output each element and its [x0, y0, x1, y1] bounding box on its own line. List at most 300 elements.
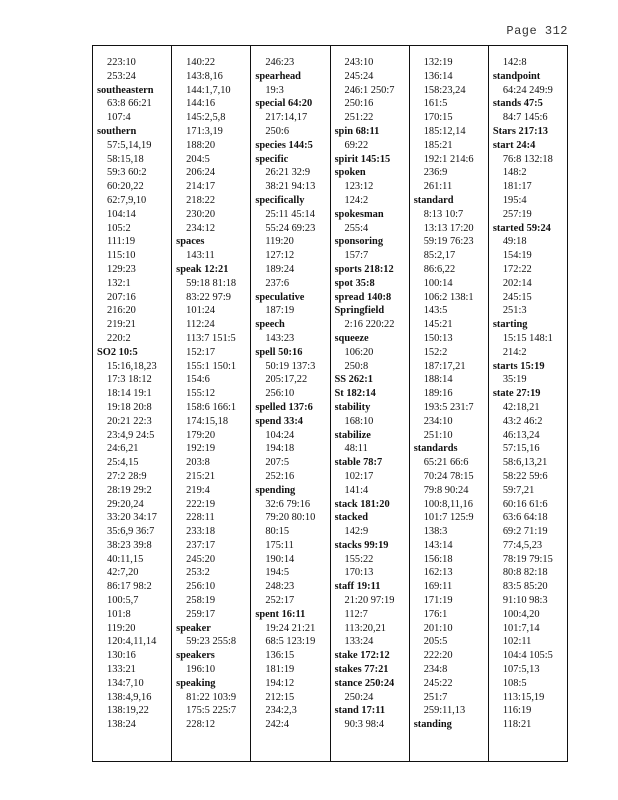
- page-reference: 172:22: [502, 263, 532, 275]
- page-reference: 214:2: [502, 346, 527, 358]
- page-reference: 64:24 249:9: [502, 84, 553, 96]
- index-column-2: [172, 46, 251, 761]
- page-reference: 189:24: [265, 263, 295, 275]
- page-reference: 124:2: [344, 194, 369, 206]
- page-reference: 242:4: [265, 719, 290, 731]
- page-reference: 100:8,11,16: [423, 498, 473, 510]
- index-term: speech: [255, 319, 285, 331]
- index-term: spearhead: [255, 70, 301, 82]
- page-reference: 252:16: [265, 470, 295, 482]
- page-reference: 19:3: [265, 84, 284, 96]
- page-reference: 27:2 28:9: [107, 470, 147, 482]
- page-reference: 144:16: [186, 98, 216, 110]
- page-reference: 246:1 250:7: [344, 84, 395, 96]
- page-reference: 201:10: [423, 622, 453, 634]
- page-reference: 256:10: [186, 581, 216, 593]
- page-reference: 60:20,22: [107, 181, 144, 193]
- page-reference: 48:11: [344, 443, 368, 455]
- page-reference: 104:4 105:5: [502, 650, 553, 662]
- page-reference: 119:20: [265, 236, 294, 248]
- page-reference: 116:19: [502, 705, 532, 717]
- page-reference: 145:21: [423, 319, 453, 331]
- page-reference: 102:17: [344, 470, 374, 482]
- page-reference: 32:6 79:16: [265, 498, 311, 510]
- page-reference: 141:4: [344, 484, 369, 496]
- page-reference: 194:12: [265, 677, 295, 689]
- page-reference: 222:19: [186, 498, 216, 510]
- page-number: Page 312: [506, 24, 568, 38]
- index-term: start 24:4: [492, 139, 536, 151]
- page-reference: 205:17,22: [265, 374, 308, 386]
- page-reference: 100:14: [423, 277, 453, 289]
- page-reference: 203:8: [186, 457, 210, 469]
- page-reference: 188:14: [423, 374, 453, 386]
- index-term: species 144:5: [255, 139, 313, 151]
- index-term: standard: [413, 194, 454, 206]
- page-reference: 207:5: [265, 457, 290, 469]
- page-reference: 169:11: [423, 581, 453, 593]
- page-reference: 192:19: [186, 443, 216, 455]
- page-reference: 90:3 98:4: [344, 719, 385, 731]
- page-reference: 55:24 69:23: [265, 222, 316, 234]
- page-reference: 204:5: [186, 153, 210, 165]
- page-reference: 101:8: [107, 608, 131, 620]
- page-reference: 107:4: [107, 112, 131, 124]
- page-reference: 250:24: [344, 691, 374, 703]
- index-term: spelled 137:6: [255, 401, 313, 413]
- page-reference: 251:10: [423, 429, 453, 441]
- index-term: southeastern: [97, 84, 154, 96]
- index-column-4: [331, 46, 410, 761]
- page-reference: 15:15 148:1: [502, 332, 553, 344]
- page-reference: 38:21 94:13: [265, 181, 316, 193]
- page-reference: 237:17: [186, 539, 216, 551]
- page-reference: 138:24: [107, 719, 136, 731]
- page-reference: 35:19: [502, 374, 527, 386]
- page-reference: 176:1: [423, 608, 448, 620]
- page-reference: 25:11 45:14: [265, 208, 315, 220]
- page-reference: 259:11,13: [423, 705, 466, 717]
- page-reference: 20:21 22:3: [107, 415, 152, 427]
- page-reference: 127:12: [265, 250, 295, 262]
- index-term: speaking: [176, 677, 216, 689]
- index-term: stabilize: [334, 429, 371, 441]
- index-term: speak 12:21: [176, 263, 229, 275]
- page-reference: 85:2,17: [423, 250, 456, 262]
- page-reference: 261:11: [423, 181, 453, 193]
- page-reference: 101:7 125:9: [423, 512, 474, 524]
- page-reference: 143:11: [186, 250, 215, 262]
- page-reference: 194:18: [265, 443, 295, 455]
- index-term: spend 33:4: [255, 415, 303, 427]
- page-reference: 59:23 255:8: [186, 636, 237, 648]
- page-reference: 158:6 166:1: [186, 401, 237, 413]
- page-reference: 138:4,9,16: [107, 691, 152, 703]
- page-reference: 136:15: [265, 650, 295, 662]
- page-reference: 111:19: [107, 236, 136, 248]
- page-reference: 212:15: [265, 691, 295, 703]
- page-reference: 123:12: [344, 181, 374, 193]
- index-term: Springfield: [334, 305, 385, 317]
- page-reference: 33:20 34:17: [107, 512, 157, 524]
- index-table: [92, 45, 568, 762]
- page-reference: 190:14: [265, 553, 295, 565]
- page-reference: 70:24 78:15: [423, 470, 474, 482]
- page-reference: 133:24: [344, 636, 374, 648]
- index-term: stable 78:7: [334, 457, 383, 469]
- page-reference: 19:18 20:8: [107, 401, 152, 413]
- page-reference: 152:2: [423, 346, 448, 358]
- page-reference: 107:5,13: [502, 664, 540, 676]
- index-term: starts 15:19: [492, 360, 545, 372]
- index-column-5: [410, 46, 489, 761]
- page-reference: 234:8: [423, 664, 448, 676]
- index-term: stake 172:12: [334, 650, 390, 662]
- index-column-3: [251, 46, 330, 761]
- page-reference: 138:3: [423, 526, 448, 538]
- page-reference: 251:7: [423, 691, 448, 703]
- page-reference: 250:16: [344, 98, 374, 110]
- page-reference: 83:22 97:9: [186, 291, 231, 303]
- index-term: specific: [255, 153, 289, 165]
- page-reference: 158:23,24: [423, 84, 466, 96]
- page-reference: 195:4: [502, 194, 527, 206]
- page-reference: 194:5: [265, 567, 290, 579]
- page-reference: 234:10: [423, 415, 453, 427]
- index-term: stance 250:24: [334, 677, 395, 689]
- page-reference: 188:20: [186, 139, 216, 151]
- page-reference: 218:22: [186, 194, 216, 206]
- page-reference: 15:16,18,23: [107, 360, 157, 372]
- index-term: speakers: [176, 650, 215, 662]
- index-term: stacks 99:19: [334, 539, 389, 551]
- index-term: speaker: [176, 622, 211, 634]
- index-term: standpoint: [492, 70, 541, 82]
- page-reference: 234:12: [186, 222, 216, 234]
- page-reference: 105:2: [107, 222, 131, 234]
- page-reference: 77:4,5,23: [502, 539, 543, 551]
- page-reference: 245:24: [344, 70, 374, 82]
- page-reference: 133:21: [107, 664, 136, 676]
- index-term: started 59:24: [492, 222, 551, 234]
- index-term: stakes 77:21: [334, 664, 389, 676]
- page-reference: 59:19 76:23: [423, 236, 474, 248]
- page-reference: 113:15,19: [502, 691, 545, 703]
- page-reference: 42:18,21: [502, 401, 540, 413]
- page-reference: 259:17: [186, 608, 216, 620]
- page-reference: 162:13: [423, 567, 453, 579]
- page-reference: 132:19: [423, 57, 453, 68]
- index-term: speculative: [255, 291, 305, 303]
- page-reference: 79:20 80:10: [265, 512, 316, 524]
- page-reference: 69:22: [344, 139, 369, 151]
- page-reference: 253:2: [186, 567, 210, 579]
- page-reference: 2:16 220:22: [344, 319, 395, 331]
- page-reference: 196:10: [186, 664, 216, 676]
- index-term: squeeze: [334, 332, 369, 344]
- index-term: spaces: [176, 236, 205, 248]
- page-reference: 136:14: [423, 70, 453, 82]
- page-reference: 104:24: [265, 429, 295, 441]
- page-reference: 119:20: [107, 622, 136, 634]
- page-reference: 102:11: [502, 636, 532, 648]
- index-term: special 64:20: [255, 98, 313, 110]
- page-reference: 101:7,14: [502, 622, 540, 634]
- page-reference: 175:5 225:7: [186, 705, 237, 717]
- page-reference: 19:24 21:21: [265, 622, 316, 634]
- page-reference: 161:5: [423, 98, 448, 110]
- page-reference: 120:4,11,14: [107, 636, 157, 648]
- page-reference: 69:2 71:19: [502, 526, 548, 538]
- page-reference: 115:10: [107, 250, 136, 262]
- page-reference: 214:17: [186, 181, 216, 193]
- page-reference: 134:7,10: [107, 677, 144, 689]
- index-term: St 182:14: [334, 388, 376, 400]
- index-term: spending: [255, 484, 296, 496]
- page-reference: 57:5,14,19: [107, 139, 152, 151]
- page-reference: 189:16: [423, 388, 453, 400]
- page-reference: 251:22: [344, 112, 374, 124]
- page-reference: 8:13 10:7: [423, 208, 464, 220]
- page-reference: 252:17: [265, 595, 295, 607]
- page-reference: 168:10: [344, 415, 374, 427]
- page-reference: 68:5 123:19: [265, 636, 316, 648]
- page-reference: 142:9: [344, 526, 369, 538]
- page-reference: 143:8,16: [186, 70, 223, 82]
- index-term: spread 140:8: [334, 291, 392, 303]
- page-reference: 28:19 29:2: [107, 484, 152, 496]
- page-reference: 59:7,21: [502, 484, 535, 496]
- index-term: stacked: [334, 512, 368, 524]
- page-reference: 86:6,22: [423, 263, 456, 275]
- page-reference: 175:11: [265, 539, 294, 551]
- page-reference: 65:21 66:6: [423, 457, 469, 469]
- page-reference: 219:4: [186, 484, 210, 496]
- index-term: stack 181:20: [334, 498, 390, 510]
- page-reference: 78:19 79:15: [502, 553, 553, 565]
- page-reference: 143:5: [423, 305, 448, 317]
- page-reference: 112:24: [186, 319, 215, 331]
- page-reference: 187:19: [265, 305, 295, 317]
- page-reference: 49:18: [502, 236, 527, 248]
- page-reference: 171:19: [423, 595, 453, 607]
- page-reference: 57:15,16: [502, 443, 540, 455]
- index-term: stand 17:11: [334, 705, 386, 717]
- page-reference: 216:20: [107, 305, 136, 317]
- page-reference: 86:17 98:2: [107, 581, 152, 593]
- page-reference: 113:20,21: [344, 622, 386, 634]
- page-reference: 81:22 103:9: [186, 691, 237, 703]
- page-reference: 145:2,5,8: [186, 112, 226, 124]
- page-reference: 233:18: [186, 526, 216, 538]
- page-reference: 58:6,13,21: [502, 457, 548, 469]
- index-term: southern: [97, 125, 137, 137]
- page-reference: 251:3: [502, 305, 527, 317]
- page-reference: 250:8: [344, 360, 369, 372]
- page-reference: 219:21: [107, 319, 136, 331]
- page-reference: 50:19 137:3: [265, 360, 316, 372]
- page-reference: 181:17: [502, 181, 532, 193]
- page-reference: 171:3,19: [186, 125, 223, 137]
- page-reference: 13:13 17:20: [423, 222, 474, 234]
- page-reference: 253:24: [107, 70, 136, 82]
- page-reference: 243:10: [344, 57, 374, 68]
- index-term: Stars 217:13: [492, 125, 548, 137]
- page-reference: 206:24: [186, 167, 216, 179]
- page-reference: 256:10: [265, 388, 295, 400]
- page-reference: 83:5 85:20: [502, 581, 548, 593]
- index-term: stands 47:5: [492, 98, 543, 110]
- page-reference: 193:5 231:7: [423, 401, 474, 413]
- page-reference: 192:1 214:6: [423, 153, 474, 165]
- page-reference: 230:20: [186, 208, 216, 220]
- index-term: spent 16:11: [255, 608, 306, 620]
- page-reference: 246:23: [265, 57, 295, 68]
- page-reference: 156:18: [423, 553, 453, 565]
- page-reference: 245:15: [502, 291, 532, 303]
- index-term: SO2 10:5: [97, 346, 138, 358]
- page-reference: 142:8: [502, 57, 527, 68]
- page-reference: 21:20 97:19: [344, 595, 395, 607]
- page-reference: 29:20,24: [107, 498, 144, 510]
- page-reference: 179:20: [186, 429, 216, 441]
- page-reference: 144:1,7,10: [186, 84, 231, 96]
- page-reference: 234:2,3: [265, 705, 297, 717]
- page-reference: 58:15,18: [107, 153, 144, 165]
- page-reference: 100:5,7: [107, 595, 139, 607]
- page-reference: 138:19,22: [107, 705, 149, 717]
- page-reference: 38:23 39:8: [107, 539, 152, 551]
- page-reference: 236:9: [423, 167, 448, 179]
- page-reference: 60:16 61:6: [502, 498, 548, 510]
- page-reference: 223:10: [107, 57, 136, 68]
- page-reference: 154:6: [186, 374, 210, 386]
- index-term: sponsoring: [334, 236, 384, 248]
- page-reference: 154:19: [502, 250, 532, 262]
- page-reference: 129:23: [107, 263, 136, 275]
- page-reference: 42:7,20: [107, 567, 139, 579]
- page-reference: 40:11,15: [107, 553, 144, 565]
- index-term: spoken: [334, 167, 366, 179]
- page-reference: 185:21: [423, 139, 453, 151]
- page-reference: 187:17,21: [423, 360, 466, 372]
- page-reference: 26:21 32:9: [265, 167, 311, 179]
- index-term: sports 218:12: [334, 263, 394, 275]
- page-reference: 84:7 145:6: [502, 112, 548, 124]
- page-reference: 46:13,24: [502, 429, 540, 441]
- page-reference: 228:11: [186, 512, 215, 524]
- page-reference: 222:20: [423, 650, 453, 662]
- page-reference: 140:22: [186, 57, 216, 68]
- page-reference: 112:7: [344, 608, 368, 620]
- page-reference: 170:15: [423, 112, 453, 124]
- page-reference: 106:2 138:1: [423, 291, 474, 303]
- index-term: spirit 145:15: [334, 153, 391, 165]
- page-reference: 237:6: [265, 277, 290, 289]
- page-reference: 245:22: [423, 677, 453, 689]
- page-reference: 217:14,17: [265, 112, 308, 124]
- page-reference: 155:12: [186, 388, 216, 400]
- page-reference: 152:17: [186, 346, 216, 358]
- page-reference: 257:19: [502, 208, 532, 220]
- page-reference: 100:4,20: [502, 608, 540, 620]
- page-reference: 91:10 98:3: [502, 595, 548, 607]
- index-term: spell 50:16: [255, 346, 303, 358]
- page-reference: 202:14: [502, 277, 532, 289]
- page-reference: 150:13: [423, 332, 453, 344]
- page-reference: 130:16: [107, 650, 136, 662]
- page-reference: 59:18 81:18: [186, 277, 237, 289]
- index-term: stability: [334, 401, 371, 413]
- page-reference: 205:5: [423, 636, 448, 648]
- page-reference: 132:1: [107, 277, 131, 289]
- page-reference: 18:14 19:1: [107, 388, 152, 400]
- index-term: spot 35:8: [334, 277, 375, 289]
- page-reference: 118:21: [502, 719, 532, 731]
- page-reference: 157:7: [344, 250, 369, 262]
- index-column-6: [489, 46, 567, 761]
- page-reference: 155:22: [344, 553, 374, 565]
- page-reference: 80:8 82:18: [502, 567, 548, 579]
- page-reference: 258:19: [186, 595, 216, 607]
- page-reference: 58:22 59:6: [502, 470, 548, 482]
- page-reference: 113:7 151:5: [186, 332, 236, 344]
- index-term: staff 19:11: [334, 581, 381, 593]
- page-reference: 207:16: [107, 291, 136, 303]
- page-reference: 106:20: [344, 346, 374, 358]
- page-reference: 108:5: [502, 677, 527, 689]
- page-reference: 101:24: [186, 305, 216, 317]
- page-reference: 79:8 90:24: [423, 484, 469, 496]
- page-reference: 43:2 46:2: [502, 415, 543, 427]
- page-reference: 228:12: [186, 719, 216, 731]
- page-reference: 170:13: [344, 567, 374, 579]
- index-term: spokesman: [334, 208, 384, 220]
- page-reference: 185:12,14: [423, 125, 466, 137]
- index-term: spin 68:11: [334, 125, 380, 137]
- page-reference: 104:14: [107, 208, 136, 220]
- page-reference: 62:7,9,10: [107, 194, 147, 206]
- page-reference: 25:4,15: [107, 457, 139, 469]
- index-term: specifically: [255, 194, 305, 206]
- index-column-1: [93, 46, 172, 761]
- page-reference: 35:6,9 36:7: [107, 526, 155, 538]
- page-reference: 59:3 60:2: [107, 167, 147, 179]
- page-reference: 220:2: [107, 332, 131, 344]
- page-reference: 76:8 132:18: [502, 153, 553, 165]
- page-reference: 245:20: [186, 553, 216, 565]
- index-term: state 27:19: [492, 388, 541, 400]
- page-reference: 155:1 150:1: [186, 360, 237, 372]
- page-reference: 143:23: [265, 332, 295, 344]
- index-term: starting: [492, 319, 528, 331]
- page-reference: 24:6,21: [107, 443, 139, 455]
- index-term: SS 262:1: [334, 374, 373, 386]
- page-reference: 63:8 66:21: [107, 98, 152, 110]
- page-reference: 181:19: [265, 664, 295, 676]
- page-reference: 148:2: [502, 167, 527, 179]
- page-reference: 215:21: [186, 470, 216, 482]
- page-reference: 248:23: [265, 581, 295, 593]
- page-reference: 17:3 18:12: [107, 374, 152, 386]
- page-reference: 23:4,9 24:5: [107, 429, 155, 441]
- page-reference: 255:4: [344, 222, 369, 234]
- page-reference: 174:15,18: [186, 415, 229, 427]
- index-term: standing: [413, 719, 452, 731]
- page-reference: 143:14: [423, 539, 453, 551]
- page-reference: 80:15: [265, 526, 290, 538]
- page-reference: 63:6 64:18: [502, 512, 548, 524]
